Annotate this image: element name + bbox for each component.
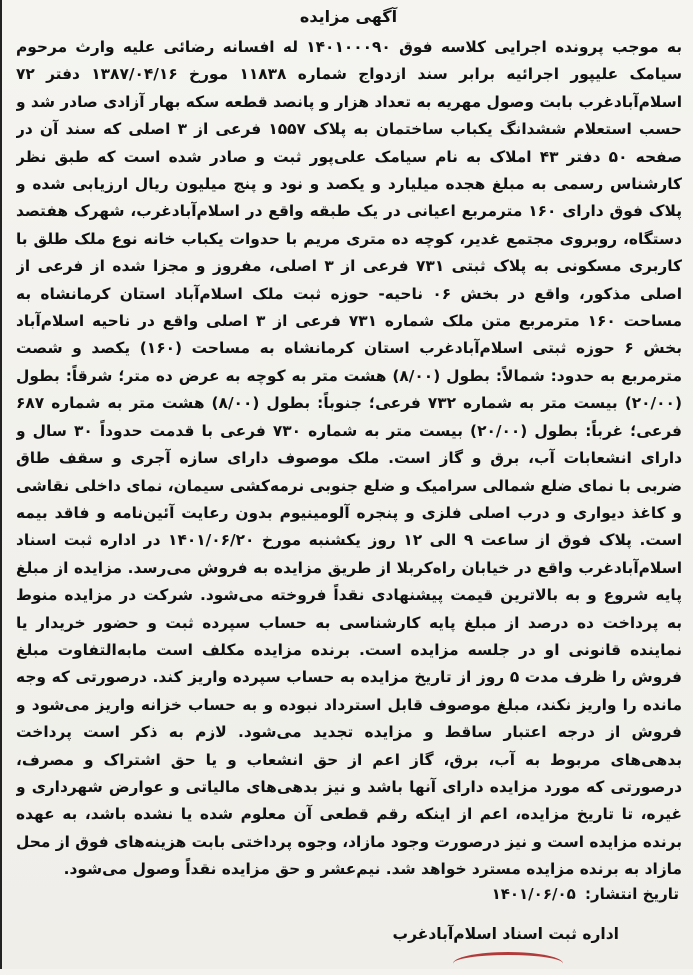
notice-price: مبلغ هجده میلیارد و یکصد و نود و پنج میلیون ریال [134, 175, 525, 194]
notice-text-end: در اداره ثبت اسناد اسلام‌آبادغرب واقع در خیابان راه‌کربلا از طریق مزایده به فروش می‌رسد. مزایده از مبلغ پایه شروع و به بالاترین قیمت پیشنهادی نقداً فروخته می‌شود. شرکت در مزایده منوط به پرداخت ده درصد از مبلغ پایه کارشناسی به حساب سپرده ثبت و حضور خریدار یا نماینده قانونی او در جلسه مزایده است. برنده مزایده مکلف است مابه‌التفاوت مبلغ فروش را ظرف مدت ۵ روز از تاریخ مزایده به حساب سپرده واریز کند. درصورتی که وجه مانده را واریز نکند، مبلغ موصوف قابل استرداد نبوده و به حساب خزانه واریز می‌شود و فروش از درجه اعتبار ساقط و مزایده تجدید می‌شود. لازم به ذکر است پرداخت بدهی‌های مربوط به آب، برق، گاز اعم از حق انشعاب و یا حق اشتراک و مصرف، درصورتی که مورد مزایده دارای آنها باشد و نیز بدهی‌های مالیاتی و عوارض شهرداری و غیره، تا تاریخ مزایده، اعم از اینکه رقم قطعی آن معلوم شده یا نشده باشد، به عهده برنده مزایده است و نیز درصورت وجود مازاد، وجوه پرداختی بابت هزینه‌های فوق از محل مازاد به برنده مزایده مسترد خواهد شد. نیم‌عشر و حق مزایده نقداً وصول می‌شود. [16, 531, 682, 879]
notice-title: آگهی مزایده [299, 7, 398, 26]
publication-date-label: تاریخ انتشار: [585, 885, 679, 903]
decorative-swoosh [453, 952, 563, 975]
issuer-signature: اداره ثبت اسناد اسلام‌آبادغرب [392, 925, 619, 943]
notice-auction-time: از ساعت ۹ الی ۱۲ روز یکشنبه مورخ ۱۴۰۱/۰۶/۲۰ [168, 531, 551, 550]
notice-body [16, 34, 682, 884]
publication-date-line [19, 882, 679, 906]
notice-text-start: به موجب پرونده اجرایی کلاسه فوق ۱۴۰۱۰۰۰۹۰ له افسانه رضائی علیه وارث مرحوم سیامک علیپور اجرائیه برابر سند ازدواج شماره ۱۱۸۳۸ مورخ ۱۳۸۷/۰۴/۱۶ دفتر ۷۲ اسلام‌آبادغرب بابت وصول مهریه به تعداد هزار و پانصد قطعه سکه بهار آزادی صادر شد و حسب استعلام ششدانگ یکباب ساختمان به پلاک ۱۵۵۷ فرعی از ۳ اصلی که سند آن در صفحه ۵۰ دفتر ۴۳ املاک به نام سیامک علی‌پور ثبت و صادر شده است که طبق نظر کارشناس رسمی به [16, 38, 682, 194]
notice-text-mid: ارزیابی شده و پلاک فوق دارای ۱۶۰ مترمربع اعیانی در یک طبقه واقع در اسلام‌آبادغرب، شهرک هفتصد دستگاه، روبروی مجتمع غدیر، کوچه ده متری مریم با حدوات یکباب خانه نوع ملک طلق با کاربری مسکونی به پلاک ثبتی ۷۳۱ فرعی از ۳ اصلی، مفروز و مجزا شده از فرعی از اصلی مذکور، واقع در بخش ۰۶ ناحیه- حوزه ثبت ملک اسلام‌آباد استان کرمانشاه به مساحت ۱۶۰ مترمربع متن ملک شماره ۷۳۱ فرعی از ۳ اصلی واقع در ناحیه اسلام‌آباد بخش ۶ حوزه ثبتی اسلام‌آبادغرب استان کرمانشاه به مساحت (۱۶۰) یکصد و شصت مترمربع به حدود: شمالاً: بطول (۸/۰۰) هشت متر به کوچه به عرض ده متر؛ شرقاً: بطول (۲۰/۰۰) بیست متر به شماره ۷۳۲ فرعی؛ جنوباً: بطول (۸/۰۰) هشت متر به شماره ۶۸۷ فرعی؛ غرباً: بطول (۲۰/۰۰) بیست متر به شماره ۷۳۰ فرعی با قدمت حدوداً ۳۰ سال و دارای انشعابات آب، برق و گاز است. ملک موصوف دارای سازه آجری و سقف طاق ضربی با نمای ضلع شمالی سرامیک و ضلع جنوبی نرمه‌کشی سیمان، نمای داخلی نقاشی و کاغذ دیواری و درب اصلی فلزی و پنجره آلومینیوم بدون رعایت آئین‌نامه و فاقد بیمه است. پلاک فوق [16, 175, 682, 550]
publication-date: ۱۴۰۱/۰۶/۰۵ [491, 885, 576, 903]
